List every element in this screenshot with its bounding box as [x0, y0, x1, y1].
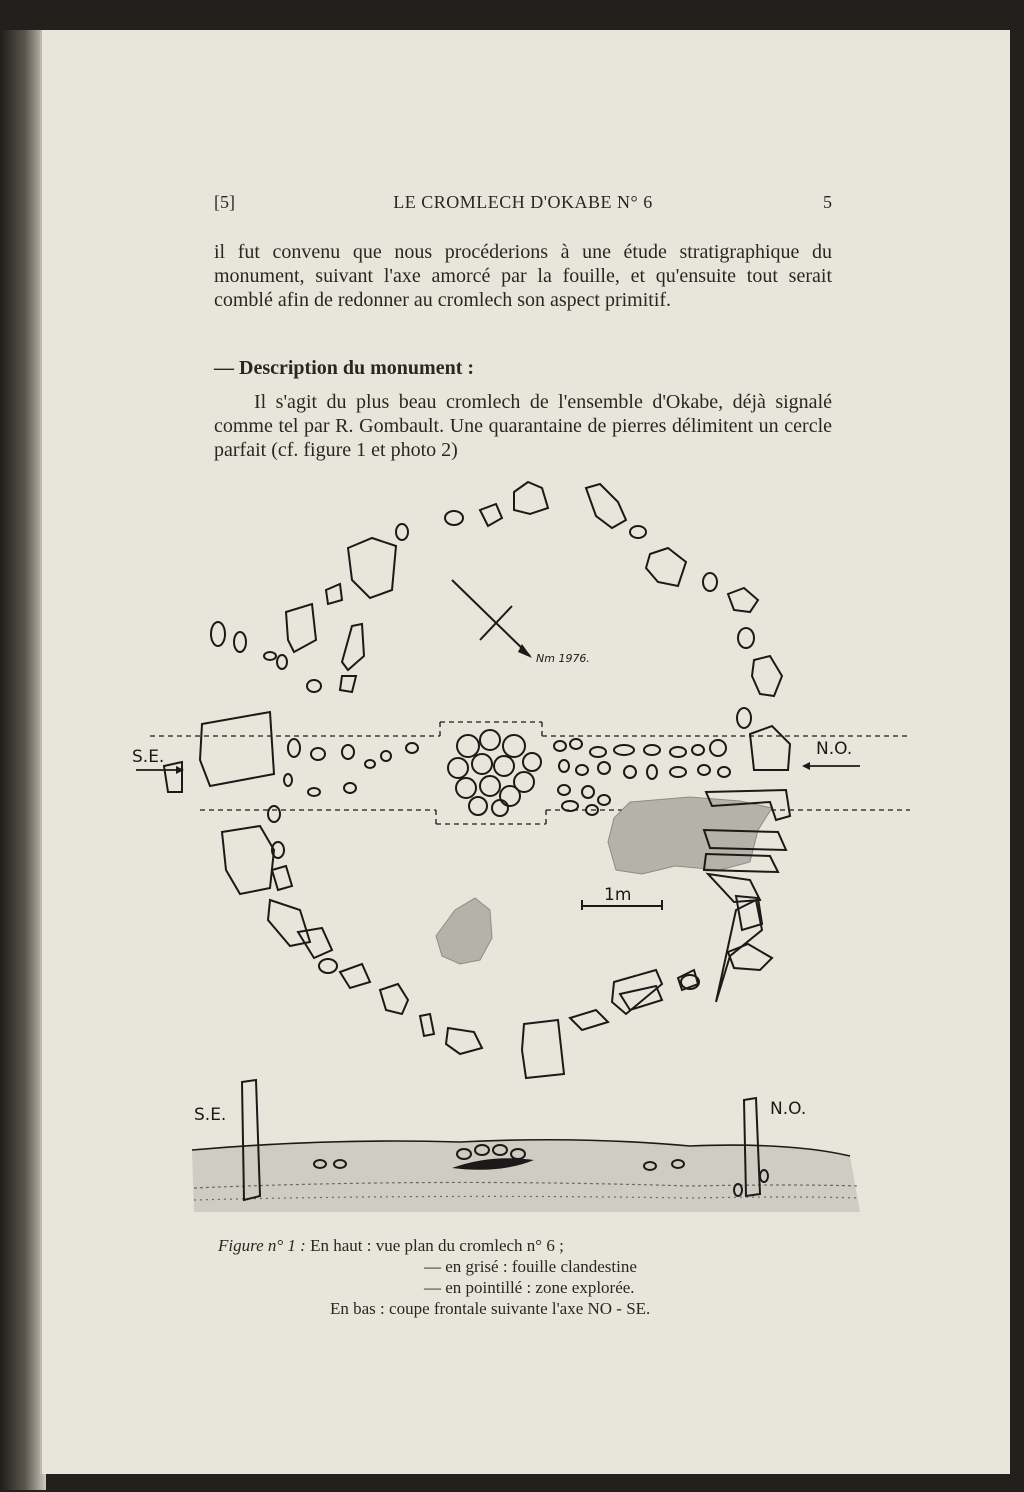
no-label: N.O. [816, 739, 853, 759]
caption-figure-label: Figure n° 1 : [218, 1236, 306, 1255]
scale-label: 1m [604, 885, 632, 905]
caption-line-1 [214, 1235, 832, 1256]
cromlech-figure [130, 470, 920, 1230]
paragraph-1: il fut convenu que nous procéderions à une étude stratigraphique du monument, suivant l'axe amorcé par la fouille, et qu'ensuite tout serait comblé afin de redonner au cromlech son aspect primitif. [214, 241, 832, 311]
caption-line-3: — en pointillé : zone explorée. [424, 1278, 635, 1297]
caption-line-4: En bas : coupe frontale suivante l'axe NO - SE. [330, 1299, 651, 1318]
central-cairn [448, 730, 541, 816]
section-number: [5] [214, 192, 235, 212]
running-head [214, 188, 832, 218]
figure-caption [214, 1235, 832, 1319]
clandestine-dig-area-2 [436, 898, 492, 964]
section-no-label: N.O. [770, 1099, 807, 1119]
clandestine-dig-area [608, 797, 772, 874]
scale-bar [582, 885, 662, 910]
north-label: Nm 1976. [536, 652, 590, 665]
section-se-label: S.E. [194, 1105, 227, 1125]
se-label: S.E. [132, 747, 165, 767]
stone-ring [164, 482, 790, 1078]
cross-section [192, 1080, 860, 1212]
paragraph-2: Il s'agit du plus beau cromlech de l'ensemble d'Okabe, déjà signalé comme tel par R. Gombault. Une quarantaine de pierres délimitent un cercle parfait (cf. figure 1 et photo 2) [214, 391, 832, 461]
caption-text-1: En haut : vue plan du cromlech n° 6 ; [310, 1236, 564, 1255]
section-heading: — Description du monument : [214, 357, 475, 379]
north-arrow [452, 580, 590, 665]
page-number: 5 [823, 192, 832, 212]
caption-line-2: — en grisé : fouille clandestine [424, 1257, 637, 1276]
page-title: LE CROMLECH D'OKABE N° 6 [393, 192, 653, 212]
